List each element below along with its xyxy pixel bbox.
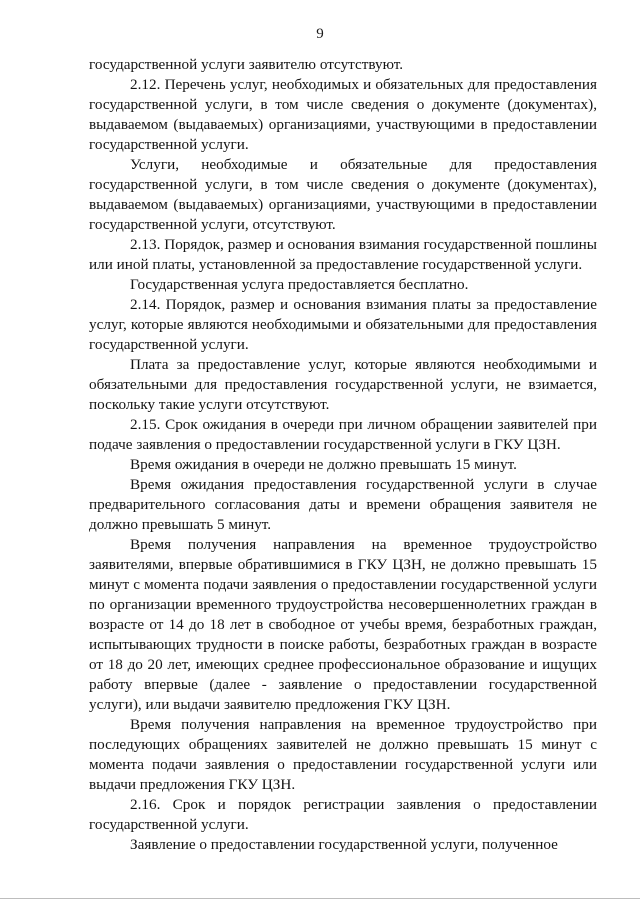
- paragraph: Государственная услуга предоставляется бесплатно.: [130, 276, 469, 293]
- paragraph: Время ожидания предоставления государственной услуги в случае предварительного согласования даты и времени обращения заявителя не должно превышать 5 минут.: [89, 476, 597, 533]
- paragraph: Время ожидания в очереди не должно превышать 15 минут.: [130, 456, 517, 473]
- document-body: [89, 55, 597, 855]
- paragraph: Время получения направления на временное трудоустройство при последующих обращениях заявителей не должно превышать 15 минут с момента подачи заявления о предоставлении государственной услуги или выдачи предложения ГКУ ЦЗН.: [89, 716, 597, 793]
- page-number: 9: [316, 26, 324, 42]
- scan-edge-line: [0, 898, 640, 899]
- paragraph-continuation: государственной услуги заявителю отсутствуют.: [89, 56, 404, 73]
- paragraph: Время получения направления на временное трудоустройство заявителями, впервые обратившимися в ГКУ ЦЗН, не должно превышать 15 минут с момента подачи заявления о предоставлении государственной услуги по организации временного трудоустройства несовершеннолетних граждан в возрасте от 14 до 18 лет в свободное от учебы время, безработных граждан, испытывающих трудности в поиске работы, безработных граждан в возрасте от 18 до 20 лет, имеющих среднее профессиональное образование и ищущих работу впервые (далее - заявление о предоставлении государственной услуги), или выдачи заявителю предложения ГКУ ЦЗН.: [89, 536, 597, 713]
- section-2-13-heading: 2.13. Порядок, размер и основания взимания государственной пошлины или иной платы, установленной за предоставление государственной услуги.: [89, 236, 597, 273]
- section-2-12-heading: 2.12. Перечень услуг, необходимых и обязательных для предоставления государственной услуги, в том числе сведения о документе (документах), выдаваемом (выдаваемых) организациями, участвующими в предоставлении государственной услуги.: [89, 76, 597, 153]
- paragraph: Заявление о предоставлении государственной услуги, полученное: [130, 836, 558, 853]
- section-2-16-heading: 2.16. Срок и порядок регистрации заявления о предоставлении государственной услуги.: [89, 796, 597, 833]
- paragraph: Плата за предоставление услуг, которые являются необходимыми и обязательными для предоставления государственной услуги, не взимается, поскольку такие услуги отсутствуют.: [89, 356, 597, 413]
- paragraph: Услуги, необходимые и обязательные для предоставления государственной услуги, в том числе сведения о документе (документах), выдаваемом (выдаваемых) организациями, участвующими в предоставлении государственной услуги, отсутствуют.: [89, 156, 597, 233]
- section-2-15-heading: 2.15. Срок ожидания в очереди при личном обращении заявителей при подаче заявления о предоставлении государственной услуги в ГКУ ЦЗН.: [89, 416, 597, 453]
- section-2-14-heading: 2.14. Порядок, размер и основания взимания платы за предоставление услуг, которые являются необходимыми и обязательными для предоставления государственной услуги.: [89, 296, 597, 353]
